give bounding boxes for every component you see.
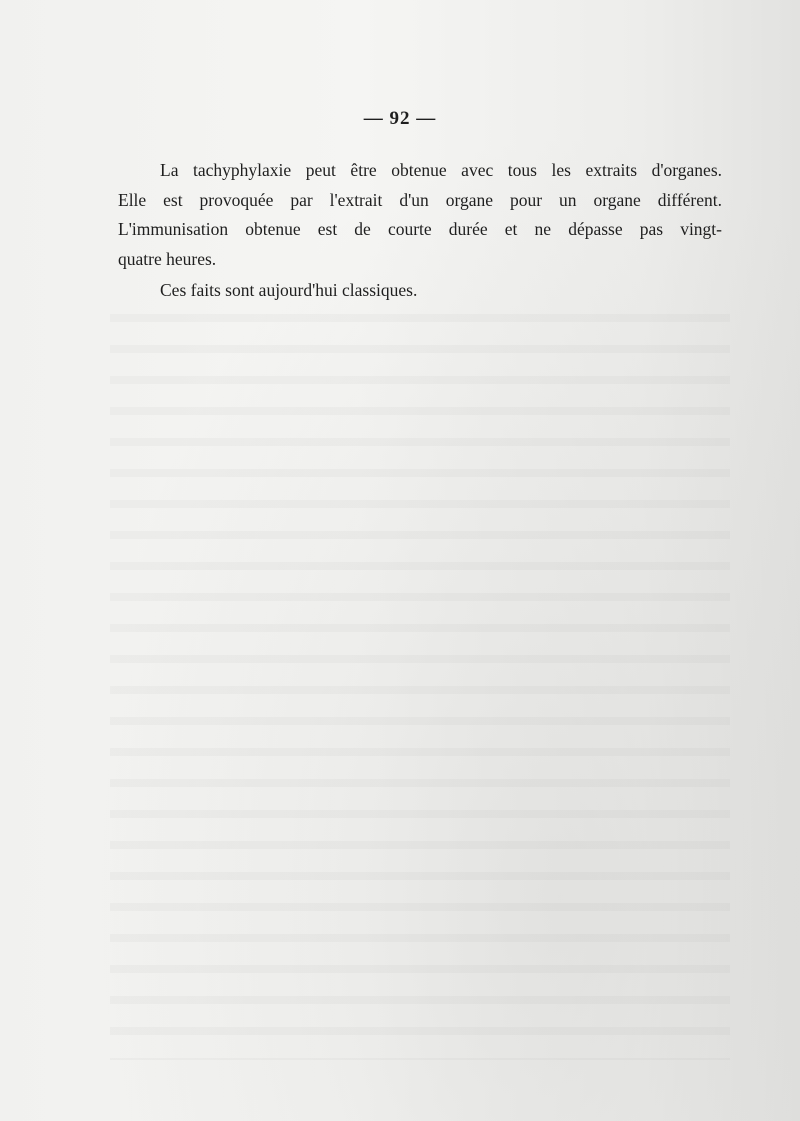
page-number: — 92 — bbox=[363, 108, 437, 129]
paragraph-1-line-2: Elle est provoquée par l'extrait d'un organe pour un organe différent. bbox=[118, 189, 722, 210]
body-text bbox=[118, 156, 722, 306]
paragraph-2-line-1: Ces faits sont aujourd'hui classiques. bbox=[160, 280, 418, 300]
show-through-texture bbox=[110, 300, 730, 1060]
paragraph-2 bbox=[118, 276, 722, 306]
paragraph-1 bbox=[118, 156, 722, 274]
paragraph-1-line-3: L'immunisation obtenue est de courte durée et ne dépasse pas vingt- bbox=[118, 219, 722, 239]
paragraph-1-line-1: La tachyphylaxie peut être obtenue avec tous les extraits d'organes. bbox=[160, 160, 722, 180]
paragraph-1-line-4: quatre heures. bbox=[118, 248, 217, 269]
